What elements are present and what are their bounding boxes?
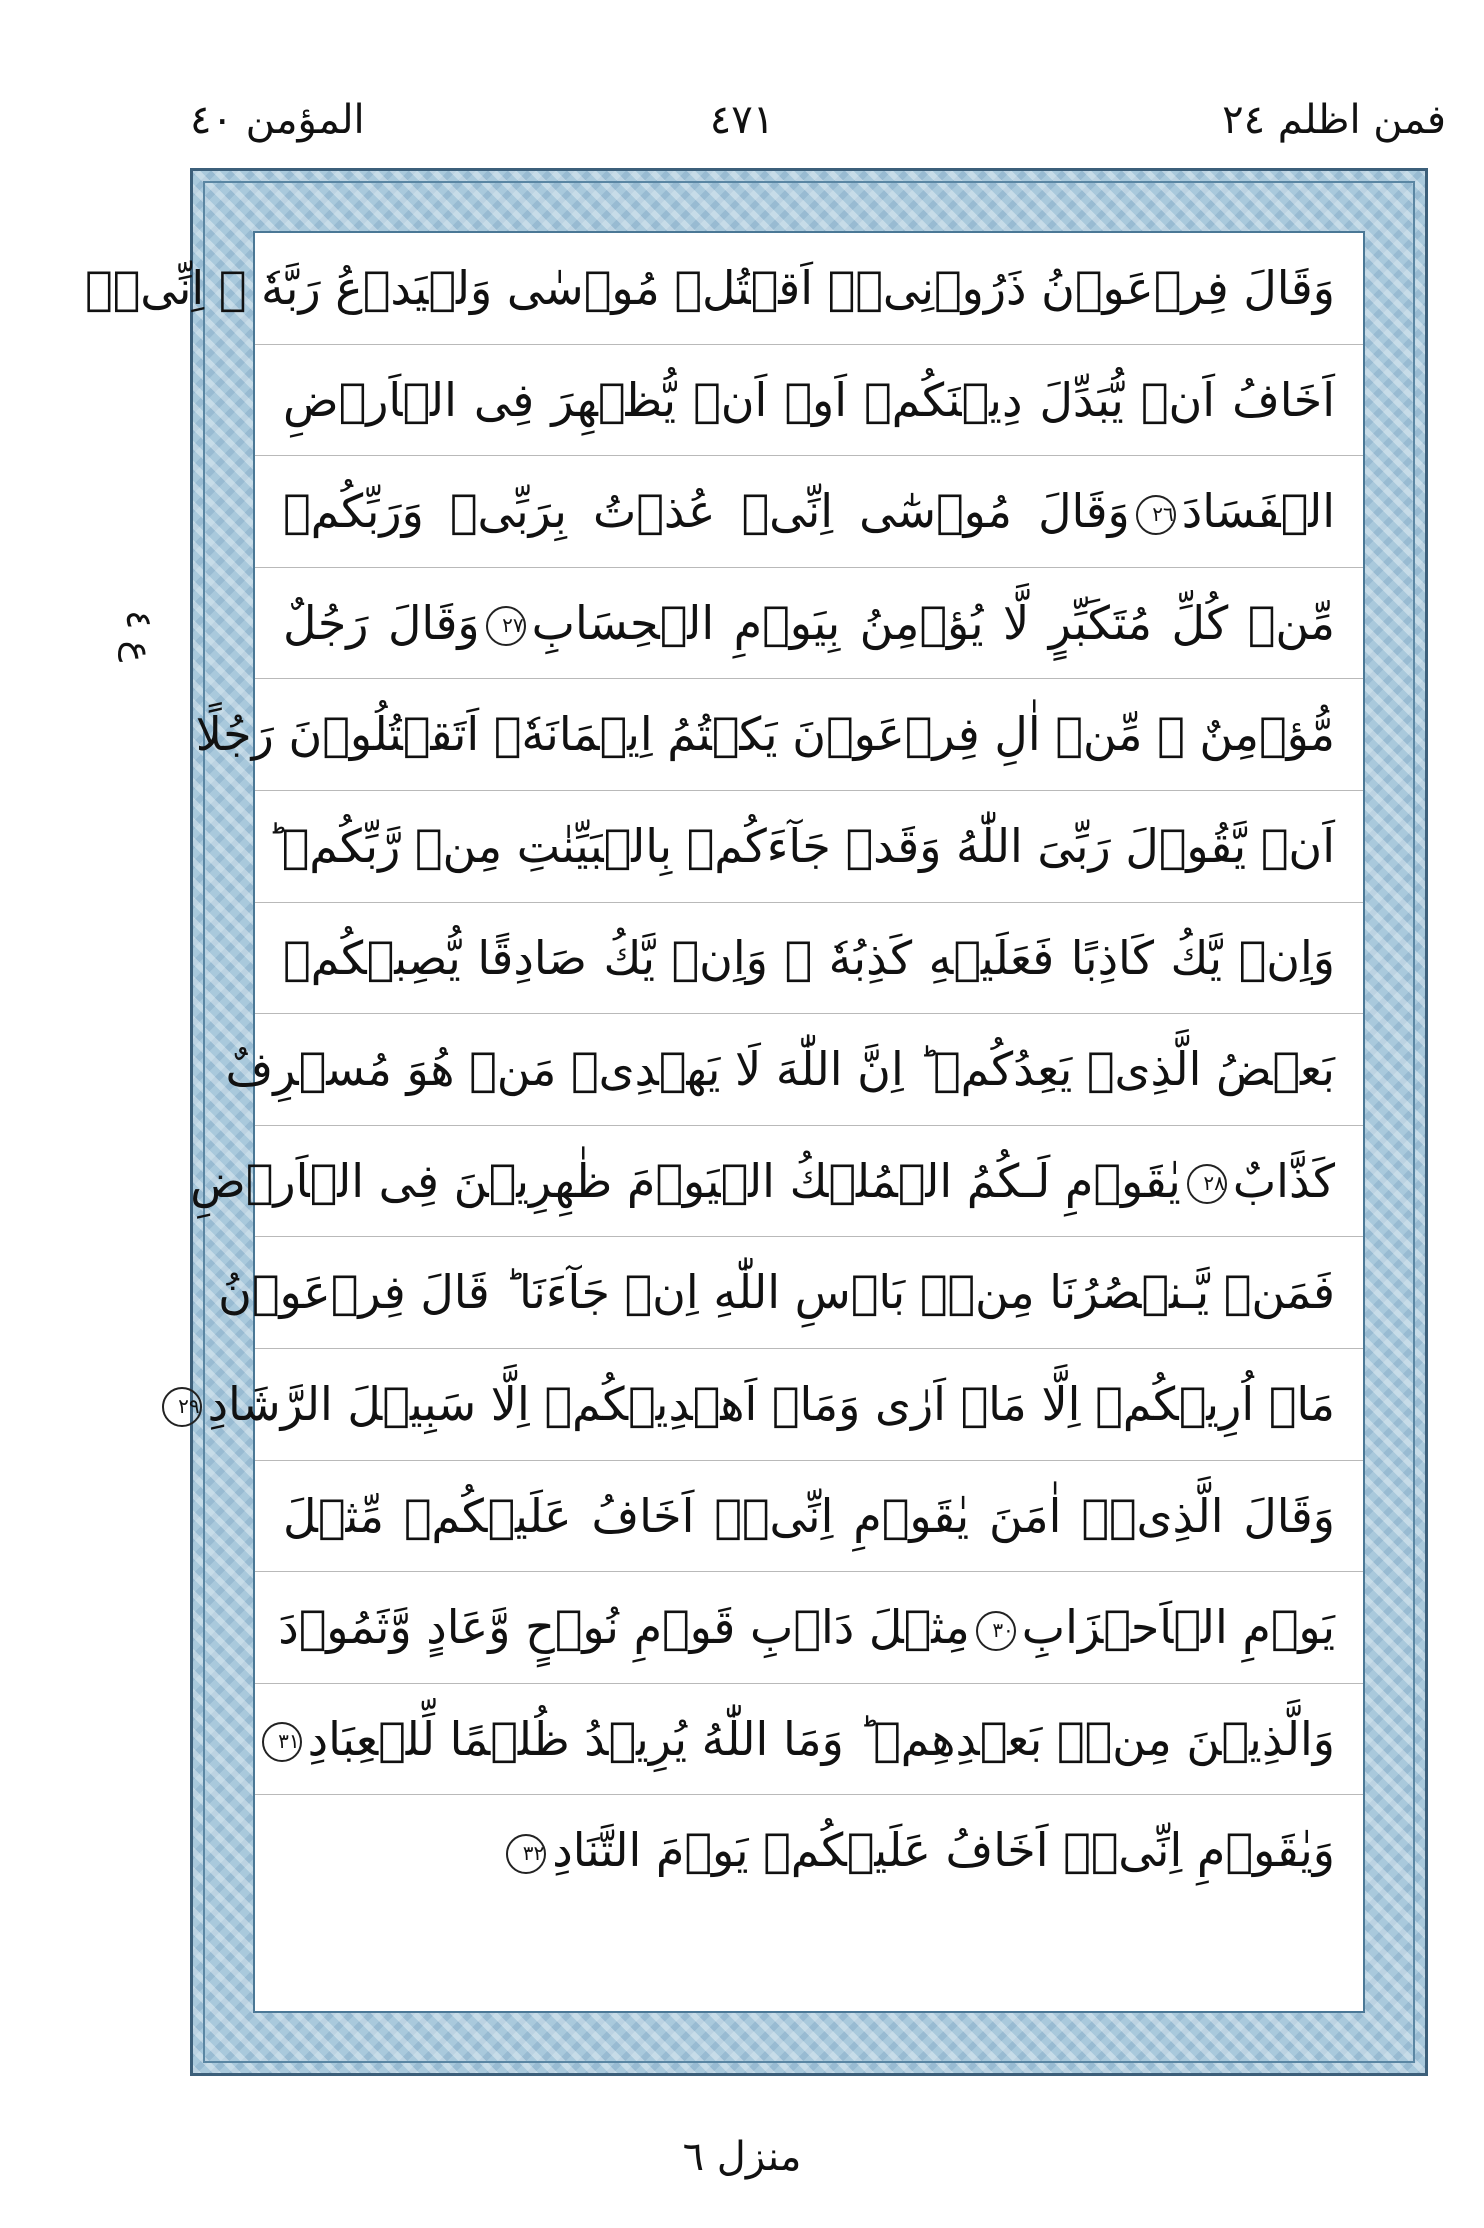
ayah-number-marker: ٣١ [262,1722,302,1762]
manzil-footer: منزل ٦ [682,2134,802,2180]
verse-text: مِثۡلَ دَاۡبِ قَوۡمِ نُوۡحٍ وَّعَادٍ وَّثَمُوۡدَ [278,1600,970,1655]
verse-text: مَاۤ اُرِيۡكُمۡ اِلَّا مَاۤ اَرٰى وَمَاۤ اَهۡدِيۡكُمۡ اِلَّا سَبِيۡلَ الرَّشَادِ [207,1376,1335,1431]
verse-text: وَالَّذِيۡنَ مِنۡۢ بَعۡدِهِمۡ‌ ؕ وَمَا اللّٰهُ يُرِيۡدُ ظُلۡمًا لِّلۡعِبَادِ [307,1711,1335,1766]
verse-line [255,456,1363,568]
surah-title: المؤمن ٤٠ [190,97,365,143]
verse-line [255,1684,1363,1796]
verse-text: يٰقَوۡمِ لَـكُمُ الۡمُلۡكُ الۡيَوۡمَ ظٰهِرِيۡنَ فِى الۡاَرۡضِ [190,1153,1181,1208]
verse-text: وَقَالَ رَجُلٌ [283,595,480,650]
ayah-number-marker: ٢٩ [162,1387,202,1427]
verse-line [218,1237,1363,1349]
verse-text: الۡفَسَادَ [1181,484,1335,539]
verse-line [255,568,1363,680]
verse-text: وَيٰقَوۡمِ اِنِّىۡۤ اَخَافُ عَلَيۡكُمۡ يَوۡمَ التَّنَادِ [552,1823,1335,1878]
ruku-marker: ع ٤ [118,610,159,663]
verse-text: وَقَالَ فِرۡعَوۡنُ ذَرُوۡنِىۡۤ اَقۡتُلۡ مُوۡسٰى وَلۡيَدۡعُ رَبَّهٗ‌ ۚ اِنِّىۡۤ [85,261,1335,315]
verse-text: اَنۡ يَّقُوۡلَ رَبِّىَ اللّٰهُ وَقَدۡ جَآءَكُمۡ بِالۡبَيِّنٰتِ مِنۡ رَّبِّكُمۡ‌ ؕ [267,818,1335,873]
page-number: ٤٧١ [709,97,775,143]
verse-line [195,679,1363,791]
ayah-number-marker: ٢٦ [1136,495,1176,535]
verse-line [225,1014,1363,1126]
verse-text: كَذَّابٌ [1232,1153,1335,1208]
verse-text: يَوۡمِ الۡاَحۡزَابِ [1021,1600,1335,1655]
verse-line [85,233,1363,345]
verse-line [178,1349,1363,1461]
ayah-number-marker: ٢٧ [486,606,526,646]
verse-line [255,345,1363,457]
verse-text: بَعۡضُ الَّذِىۡ يَعِدُكُمۡ‌ ؕ اِنَّ اللّٰهَ لَا يَهۡدِىۡ مَنۡ هُوَ مُسۡرِفٌ [225,1042,1335,1097]
verse-text: وَقَالَ الَّذِىۡۤ اٰمَنَ يٰقَوۡمِ اِنِّىۡۤ اَخَافُ عَلَيۡكُمۡ مِّثۡلَ [283,1488,1335,1543]
verse-text: فَمَنۡ يَّـنۡصُرُنَا مِنۡۢ بَاۡسِ اللّٰهِ اِنۡ جَآءَنَا‌ ؕ قَالَ فِرۡعَوۡنُ [218,1265,1335,1320]
verse-line [255,1461,1363,1573]
verse-text: وَقَالَ مُوۡسٰٓى اِنِّىۡ عُذۡتُ بِرَبِّىۡ وَرَبِّكُمۡ [283,484,1130,539]
verse-text: اَخَافُ اَنۡ يُّبَدِّلَ دِيۡنَكُمۡ اَوۡ اَنۡ يُّظۡهِرَ فِى الۡاَرۡضِ [283,372,1335,427]
ayah-number-marker: ٣٢ [506,1834,546,1874]
verse-line [255,1572,1363,1684]
verse-text: مِّنۡ كُلِّ مُتَكَبِّرٍ لَّا يُؤۡمِنُ بِيَوۡمِ الۡحِسَابِ [531,595,1335,650]
verse-line [255,1795,1363,1907]
verse-line [255,903,1363,1015]
para-title: فمن اظلم ٢٤ [1222,97,1446,143]
verse-text: مُّؤۡمِنٌ ۖ مِّنۡ اٰلِ فِرۡعَوۡنَ يَكۡتُمُ اِيۡمَانَهٗۤ اَتَقۡتُلُوۡنَ رَجُلًا [195,707,1335,762]
verse-line [190,1126,1363,1238]
verse-text: وَاِنۡ يَّكُ كَاذِبًا فَعَلَيۡهِ كَذِبُهٗ‌ ۚ وَاِنۡ يَّكُ صَادِقًا يُّصِبۡكُمۡ [283,930,1335,985]
ayah-number-marker: ٣٠ [976,1611,1016,1651]
ayah-number-marker: ٢٨ [1187,1164,1227,1204]
verse-line [255,791,1363,903]
